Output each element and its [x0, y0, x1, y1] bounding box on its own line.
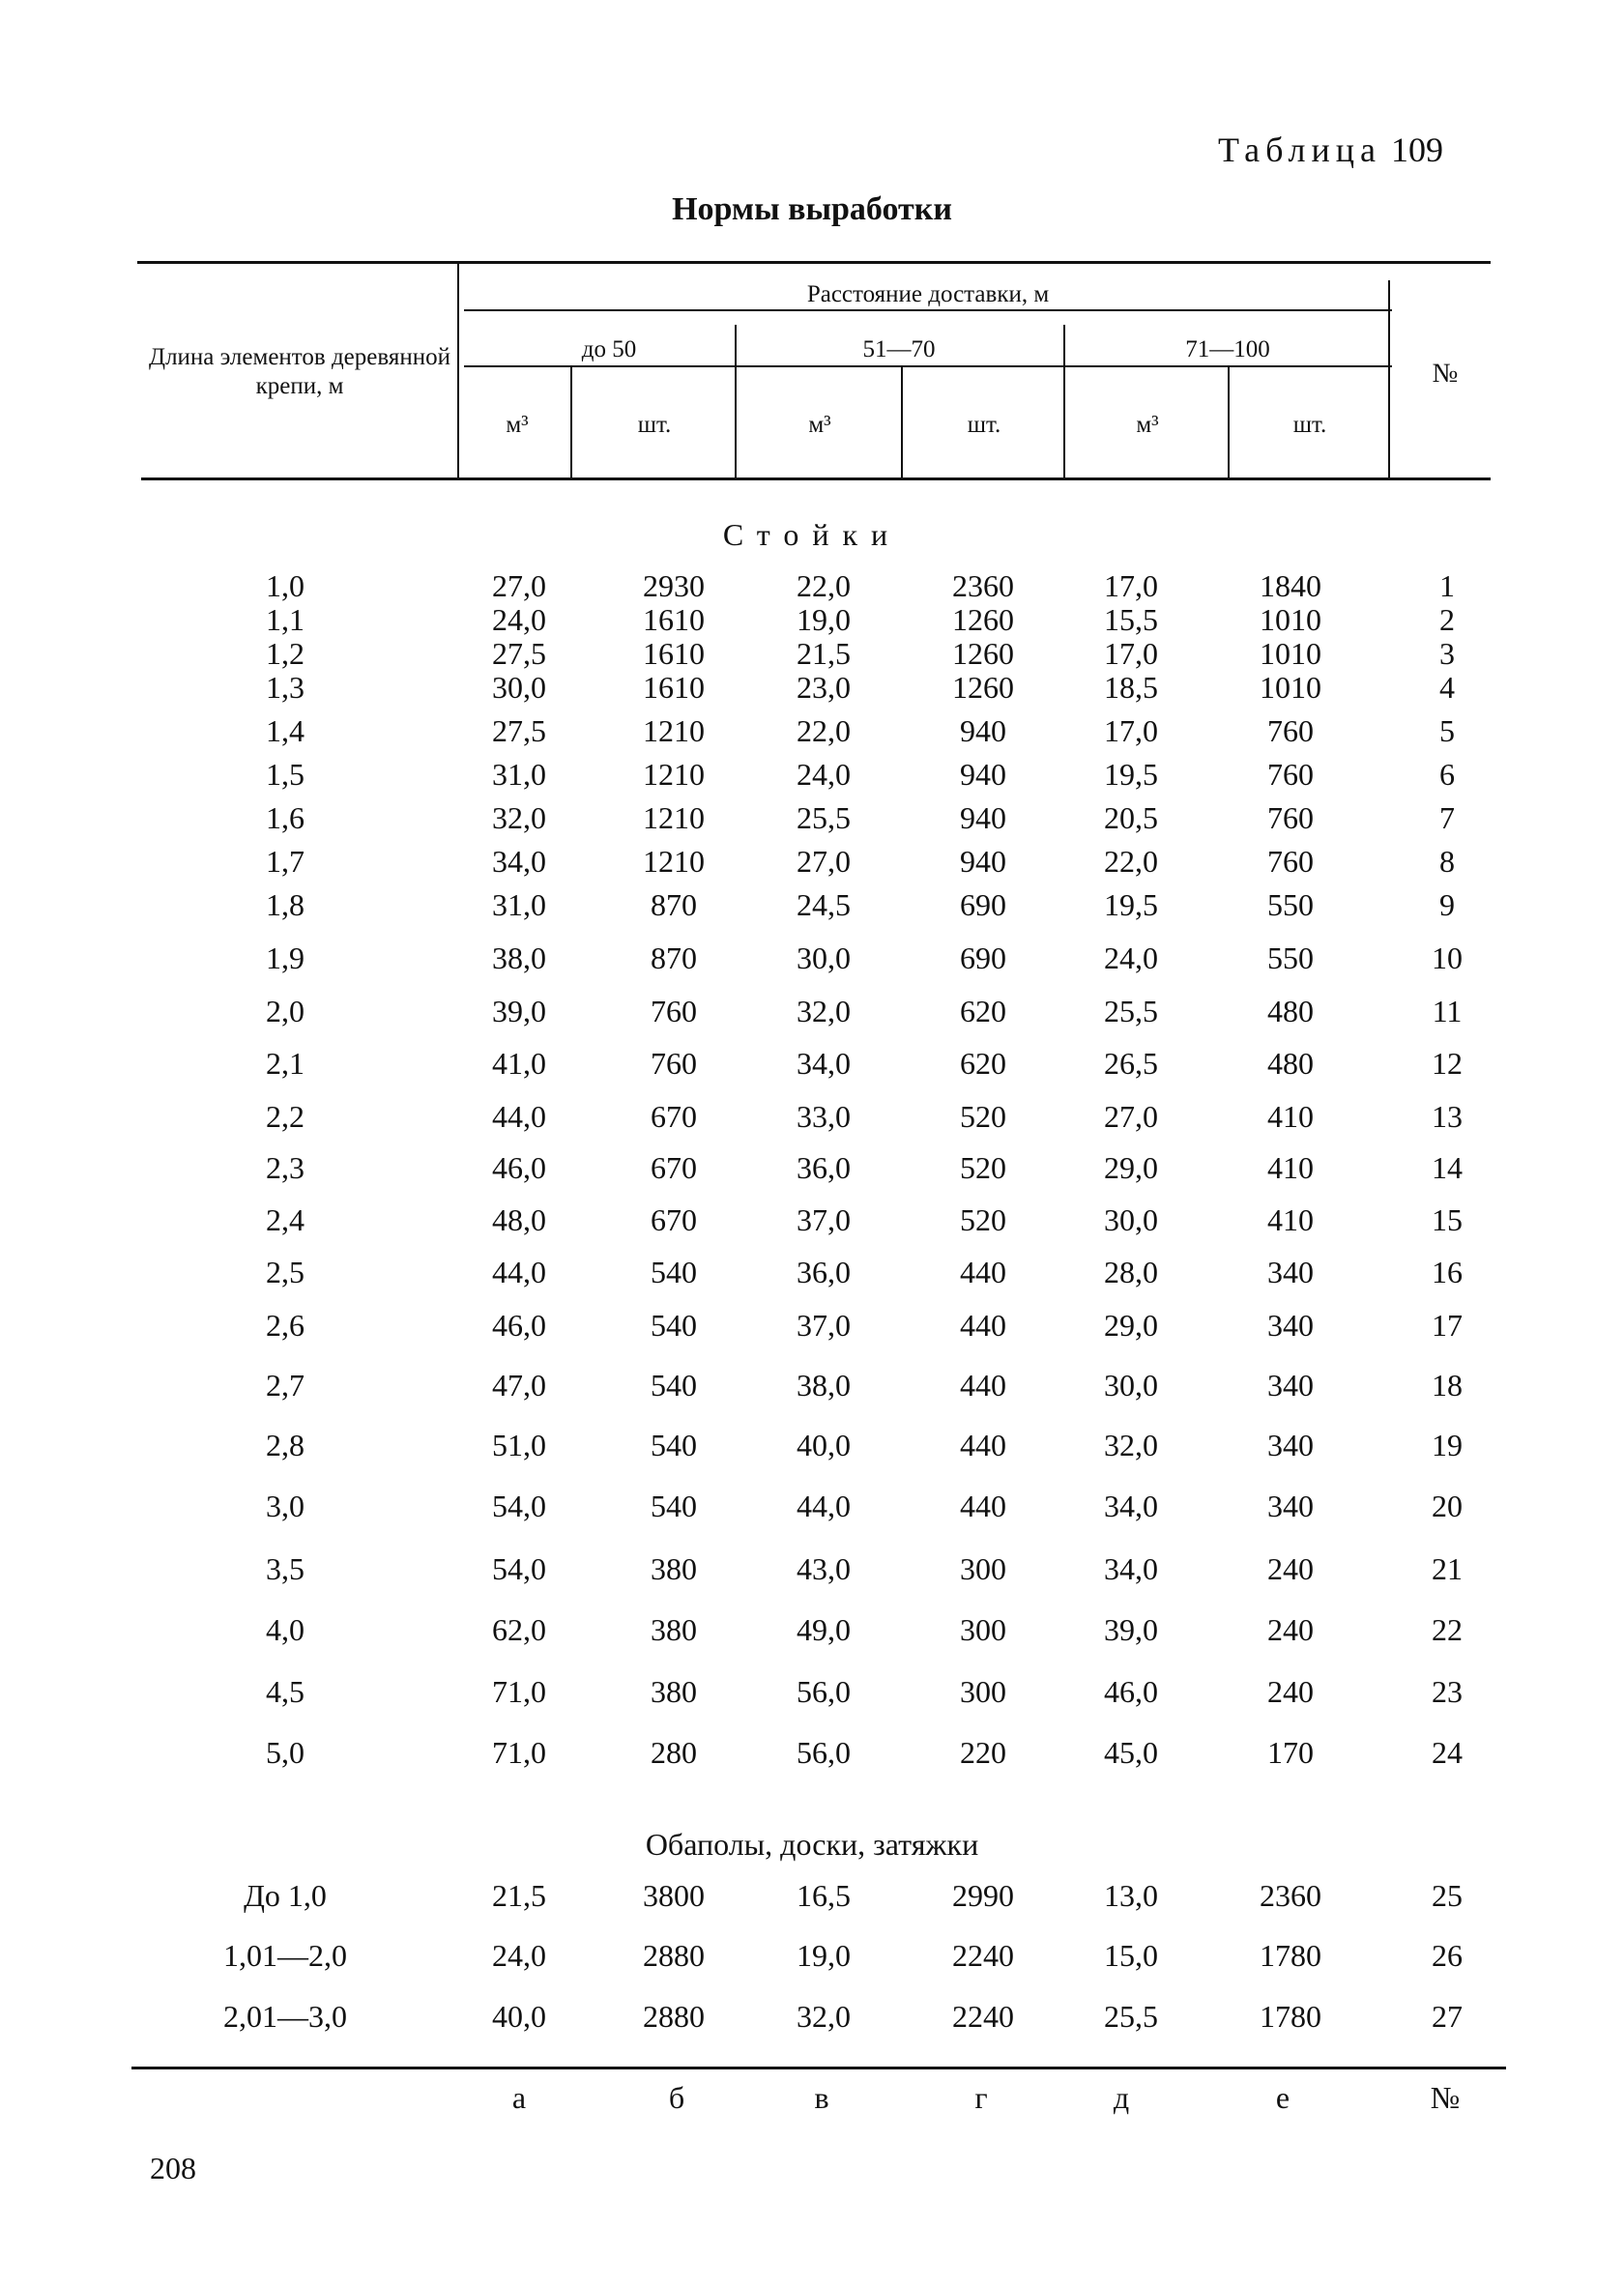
table-cell: 56,0	[797, 1735, 851, 1770]
row-number: 27	[1432, 1999, 1463, 2034]
row-number: 15	[1432, 1202, 1463, 1237]
table-cell: 1260	[952, 670, 1014, 705]
table-cell: 690	[960, 887, 1006, 922]
table-cell: 36,0	[797, 1150, 851, 1185]
table-cell: 49,0	[797, 1612, 851, 1647]
table-cell: 340	[1267, 1368, 1314, 1403]
table-cell: 620	[960, 1046, 1006, 1081]
table-cell: 19,5	[1104, 887, 1158, 922]
table-cell: 1840	[1260, 568, 1321, 603]
table-cell: 27,5	[492, 636, 546, 671]
table-cell: 540	[651, 1489, 697, 1523]
range-header-2: 51—70	[862, 336, 936, 362]
table-cell: 41,0	[492, 1046, 546, 1081]
row-label: 2,4	[266, 1202, 304, 1237]
table-cell: 25,5	[1104, 1999, 1158, 2034]
table-cell: 29,0	[1104, 1308, 1158, 1343]
table-cell: 20,5	[1104, 800, 1158, 835]
table-cell: 38,0	[797, 1368, 851, 1403]
table-cell: 760	[651, 994, 697, 1028]
table-cell: 24,0	[797, 757, 851, 792]
table-cell: 24,0	[492, 1938, 546, 1973]
row-number: 1	[1439, 568, 1455, 603]
table-cell: 46,0	[1104, 1674, 1158, 1709]
row-label: 1,6	[266, 800, 304, 835]
table-cell: 32,0	[1104, 1428, 1158, 1462]
table-cell: 24,5	[797, 887, 851, 922]
row-number: 25	[1432, 1878, 1463, 1913]
page-number: 208	[150, 2151, 196, 2185]
row-number: 19	[1432, 1428, 1463, 1462]
table-cell: 380	[651, 1551, 697, 1586]
header-vrule-u5	[1228, 367, 1230, 477]
header-vrule-50	[735, 325, 737, 477]
row-label: 1,9	[266, 940, 304, 975]
table-cell: 27,0	[492, 568, 546, 603]
table-cell: 440	[960, 1368, 1006, 1403]
row-number: 6	[1439, 757, 1455, 792]
table-cell: 71,0	[492, 1735, 546, 1770]
footer-letter-a: а	[511, 2080, 527, 2115]
table-cell: 1210	[643, 800, 705, 835]
table-cell: 44,0	[492, 1255, 546, 1289]
row-label: 1,7	[266, 844, 304, 879]
table-cell: 43,0	[797, 1551, 851, 1586]
row-label: 2,6	[266, 1308, 304, 1343]
table-cell: 22,0	[797, 568, 851, 603]
number-col-header: №	[1432, 359, 1459, 389]
table-cell: 380	[651, 1612, 697, 1647]
header-group-rule	[464, 309, 1392, 311]
table-cell: 670	[651, 1202, 697, 1237]
row-label: 5,0	[266, 1735, 304, 1770]
table-cell: 690	[960, 940, 1006, 975]
row-number: 7	[1439, 800, 1455, 835]
table-cell: 39,0	[492, 994, 546, 1028]
row-number: 10	[1432, 940, 1463, 975]
table-cell: 15,0	[1104, 1938, 1158, 1973]
row-number: 23	[1432, 1674, 1463, 1709]
table-cell: 1610	[643, 670, 705, 705]
table-cell: 940	[960, 757, 1006, 792]
table-cell: 46,0	[492, 1308, 546, 1343]
row-label: 1,2	[266, 636, 304, 671]
table-cell: 2240	[952, 1999, 1014, 2034]
table-cell: 300	[960, 1674, 1006, 1709]
table-cell: 550	[1267, 940, 1314, 975]
row-label: 1,8	[266, 887, 304, 922]
table-cell: 340	[1267, 1255, 1314, 1289]
table-cell: 23,0	[797, 670, 851, 705]
table-cell: 30,0	[492, 670, 546, 705]
table-cell: 550	[1267, 887, 1314, 922]
table-cell: 280	[651, 1735, 697, 1770]
table-cell: 34,0	[492, 844, 546, 879]
table-cell: 25,5	[1104, 994, 1158, 1028]
section-title-stoiki: Стойки	[722, 517, 902, 552]
table-cell: 31,0	[492, 887, 546, 922]
table-cell: 760	[1267, 844, 1314, 879]
row-label: До 1,0	[244, 1878, 327, 1913]
table-cell: 19,0	[797, 1938, 851, 1973]
table-cell: 170	[1267, 1735, 1314, 1770]
footer-rule	[131, 2067, 1506, 2069]
table-cell: 1260	[952, 602, 1014, 637]
table-cell: 300	[960, 1551, 1006, 1586]
table-cell: 870	[651, 940, 697, 975]
table-cell: 29,0	[1104, 1150, 1158, 1185]
row-label: 4,5	[266, 1674, 304, 1709]
table-cell: 27,0	[1104, 1099, 1158, 1134]
table-cell: 520	[960, 1099, 1006, 1134]
unit-header-5: м³	[1136, 412, 1159, 438]
table-cell: 54,0	[492, 1489, 546, 1523]
table-cell: 32,0	[492, 800, 546, 835]
row-number: 22	[1432, 1612, 1463, 1647]
row-label: 2,1	[266, 1046, 304, 1081]
table-cell: 410	[1267, 1202, 1314, 1237]
unit-header-4: шт.	[967, 412, 1001, 438]
table-cell: 71,0	[492, 1674, 546, 1709]
row-number: 26	[1432, 1938, 1463, 1973]
table-cell: 44,0	[797, 1489, 851, 1523]
table-cell: 21,5	[797, 636, 851, 671]
range-header-1: до 50	[581, 336, 637, 362]
header-vrule-70	[1063, 325, 1065, 477]
row-label: 1,4	[266, 713, 304, 748]
table-cell: 380	[651, 1674, 697, 1709]
row-label: 2,0	[266, 994, 304, 1028]
table-cell: 1210	[643, 844, 705, 879]
table-cell: 440	[960, 1308, 1006, 1343]
row-label: 3,0	[266, 1489, 304, 1523]
row-number: 11	[1432, 994, 1463, 1028]
table-cell: 24,0	[1104, 940, 1158, 975]
table-cell: 1610	[643, 636, 705, 671]
header-vrule-right	[1388, 280, 1390, 477]
table-cell: 27,0	[797, 844, 851, 879]
table-cell: 34,0	[1104, 1489, 1158, 1523]
table-cell: 37,0	[797, 1308, 851, 1343]
row-number: 5	[1439, 713, 1455, 748]
table-cell: 44,0	[492, 1099, 546, 1134]
table-cell: 32,0	[797, 1999, 851, 2034]
row-header: Длина элементов деревянной крепи, м	[149, 344, 450, 399]
table-cell: 33,0	[797, 1099, 851, 1134]
row-label: 1,0	[266, 568, 304, 603]
table-cell: 56,0	[797, 1674, 851, 1709]
row-number: 14	[1432, 1150, 1463, 1185]
table-cell: 1260	[952, 636, 1014, 671]
table-cell: 1210	[643, 713, 705, 748]
table-cell: 940	[960, 844, 1006, 879]
row-label: 1,1	[266, 602, 304, 637]
range-header-3: 71—100	[1185, 336, 1270, 362]
table-cell: 1610	[643, 602, 705, 637]
table-cell: 2880	[643, 1999, 705, 2034]
header-top-rule	[137, 261, 1491, 264]
table-cell: 540	[651, 1255, 697, 1289]
table-cell: 13,0	[1104, 1878, 1158, 1913]
row-number: 13	[1432, 1099, 1463, 1134]
unit-header-6: шт.	[1292, 412, 1327, 438]
table-cell: 32,0	[797, 994, 851, 1028]
table-cell: 240	[1267, 1612, 1314, 1647]
table-cell: 19,5	[1104, 757, 1158, 792]
table-cell: 480	[1267, 1046, 1314, 1081]
table-cell: 1010	[1260, 602, 1321, 637]
table-cell: 220	[960, 1735, 1006, 1770]
row-number: 21	[1432, 1551, 1463, 1586]
table-cell: 540	[651, 1368, 697, 1403]
row-number: 17	[1432, 1308, 1463, 1343]
table-cell: 37,0	[797, 1202, 851, 1237]
table-cell: 31,0	[492, 757, 546, 792]
header-vrule-u3	[901, 367, 903, 477]
table-cell: 38,0	[492, 940, 546, 975]
table-cell: 2360	[952, 568, 1014, 603]
header-range-rule	[464, 365, 1392, 367]
table-cell: 940	[960, 713, 1006, 748]
table-cell: 520	[960, 1202, 1006, 1237]
table-cell: 760	[1267, 757, 1314, 792]
table-cell: 480	[1267, 994, 1314, 1028]
row-number: 9	[1439, 887, 1455, 922]
footer-letter-v: в	[814, 2080, 829, 2115]
table-cell: 1210	[643, 757, 705, 792]
row-number: 12	[1432, 1046, 1463, 1081]
table-cell: 240	[1267, 1674, 1314, 1709]
table-cell: 17,0	[1104, 713, 1158, 748]
table-cell: 2930	[643, 568, 705, 603]
table-cell: 26,5	[1104, 1046, 1158, 1081]
row-label: 2,8	[266, 1428, 304, 1462]
table-cell: 1780	[1260, 1938, 1321, 1973]
header-vrule-main	[457, 264, 459, 477]
footer-letter-num: №	[1430, 2080, 1461, 2115]
table-cell: 51,0	[492, 1428, 546, 1462]
row-number: 18	[1432, 1368, 1463, 1403]
row-label: 1,01—2,0	[223, 1938, 347, 1973]
section-title-obapoly: Обаполы, доски, затяжки	[645, 1827, 979, 1862]
row-number: 16	[1432, 1255, 1463, 1289]
row-number: 3	[1439, 636, 1455, 671]
footer-letter-b: б	[668, 2080, 685, 2115]
table-cell: 30,0	[797, 940, 851, 975]
table-cell: 440	[960, 1489, 1006, 1523]
table-cell: 410	[1267, 1150, 1314, 1185]
table-cell: 870	[651, 887, 697, 922]
table-cell: 36,0	[797, 1255, 851, 1289]
table-label-number: 109	[1390, 130, 1443, 169]
table-cell: 620	[960, 994, 1006, 1028]
footer-letter-g: г	[974, 2080, 988, 2115]
table-cell: 240	[1267, 1551, 1314, 1586]
row-label: 2,5	[266, 1255, 304, 1289]
table-cell: 40,0	[492, 1999, 546, 2034]
row-label: 3,5	[266, 1551, 304, 1586]
row-label: 1,5	[266, 757, 304, 792]
table-cell: 940	[960, 800, 1006, 835]
table-cell: 760	[1267, 713, 1314, 748]
table-cell: 2880	[643, 1938, 705, 1973]
table-cell: 520	[960, 1150, 1006, 1185]
table-cell: 340	[1267, 1308, 1314, 1343]
unit-header-2: шт.	[637, 412, 672, 438]
row-number: 20	[1432, 1489, 1463, 1523]
table-cell: 21,5	[492, 1878, 546, 1913]
header-bottom-rule	[141, 477, 1491, 480]
row-number: 24	[1432, 1735, 1463, 1770]
table-cell: 540	[651, 1308, 697, 1343]
table-cell: 1010	[1260, 636, 1321, 671]
table-cell: 46,0	[492, 1150, 546, 1185]
page-title: Нормы выработки	[672, 191, 952, 227]
table-cell: 34,0	[797, 1046, 851, 1081]
footer-letter-d: д	[1113, 2080, 1130, 2115]
table-cell: 2240	[952, 1938, 1014, 1973]
row-label: 2,2	[266, 1099, 304, 1134]
group-header: Расстояние доставки, м	[806, 281, 1050, 307]
table-cell: 34,0	[1104, 1551, 1158, 1586]
table-cell: 440	[960, 1255, 1006, 1289]
table-cell: 47,0	[492, 1368, 546, 1403]
footer-letter-e: е	[1275, 2080, 1290, 2115]
table-label	[1218, 130, 1443, 170]
row-number: 8	[1439, 844, 1455, 879]
unit-header-1: м³	[506, 412, 529, 438]
table-cell: 28,0	[1104, 1255, 1158, 1289]
table-cell: 22,0	[1104, 844, 1158, 879]
table-cell: 22,0	[797, 713, 851, 748]
table-cell: 2990	[952, 1878, 1014, 1913]
table-cell: 18,5	[1104, 670, 1158, 705]
table-cell: 30,0	[1104, 1368, 1158, 1403]
table-cell: 24,0	[492, 602, 546, 637]
table-cell: 540	[651, 1428, 697, 1462]
table-cell: 2360	[1260, 1878, 1321, 1913]
table-cell: 54,0	[492, 1551, 546, 1586]
table-cell: 1010	[1260, 670, 1321, 705]
table-cell: 45,0	[1104, 1735, 1158, 1770]
table-cell: 17,0	[1104, 568, 1158, 603]
table-cell: 670	[651, 1099, 697, 1134]
table-cell: 15,5	[1104, 602, 1158, 637]
table-cell: 760	[1267, 800, 1314, 835]
table-cell: 340	[1267, 1489, 1314, 1523]
row-label: 2,3	[266, 1150, 304, 1185]
table-cell: 300	[960, 1612, 1006, 1647]
table-cell: 1780	[1260, 1999, 1321, 2034]
table-cell: 760	[651, 1046, 697, 1081]
row-label: 4,0	[266, 1612, 304, 1647]
row-number: 4	[1439, 670, 1455, 705]
table-cell: 39,0	[1104, 1612, 1158, 1647]
row-label: 1,3	[266, 670, 304, 705]
unit-header-3: м³	[808, 412, 831, 438]
table-cell: 19,0	[797, 602, 851, 637]
table-cell: 3800	[643, 1878, 705, 1913]
table-cell: 16,5	[797, 1878, 851, 1913]
header-vrule-u1	[570, 367, 572, 477]
table-cell: 670	[651, 1150, 697, 1185]
table-cell: 25,5	[797, 800, 851, 835]
table-cell: 30,0	[1104, 1202, 1158, 1237]
table-cell: 40,0	[797, 1428, 851, 1462]
table-cell: 440	[960, 1428, 1006, 1462]
table-cell: 48,0	[492, 1202, 546, 1237]
table-cell: 62,0	[492, 1612, 546, 1647]
row-label: 2,7	[266, 1368, 304, 1403]
table-cell: 27,5	[492, 713, 546, 748]
row-number: 2	[1439, 602, 1455, 637]
table-cell: 340	[1267, 1428, 1314, 1462]
row-label: 2,01—3,0	[223, 1999, 347, 2034]
table-cell: 17,0	[1104, 636, 1158, 671]
table-cell: 410	[1267, 1099, 1314, 1134]
table-label-word: Таблица	[1218, 130, 1381, 169]
